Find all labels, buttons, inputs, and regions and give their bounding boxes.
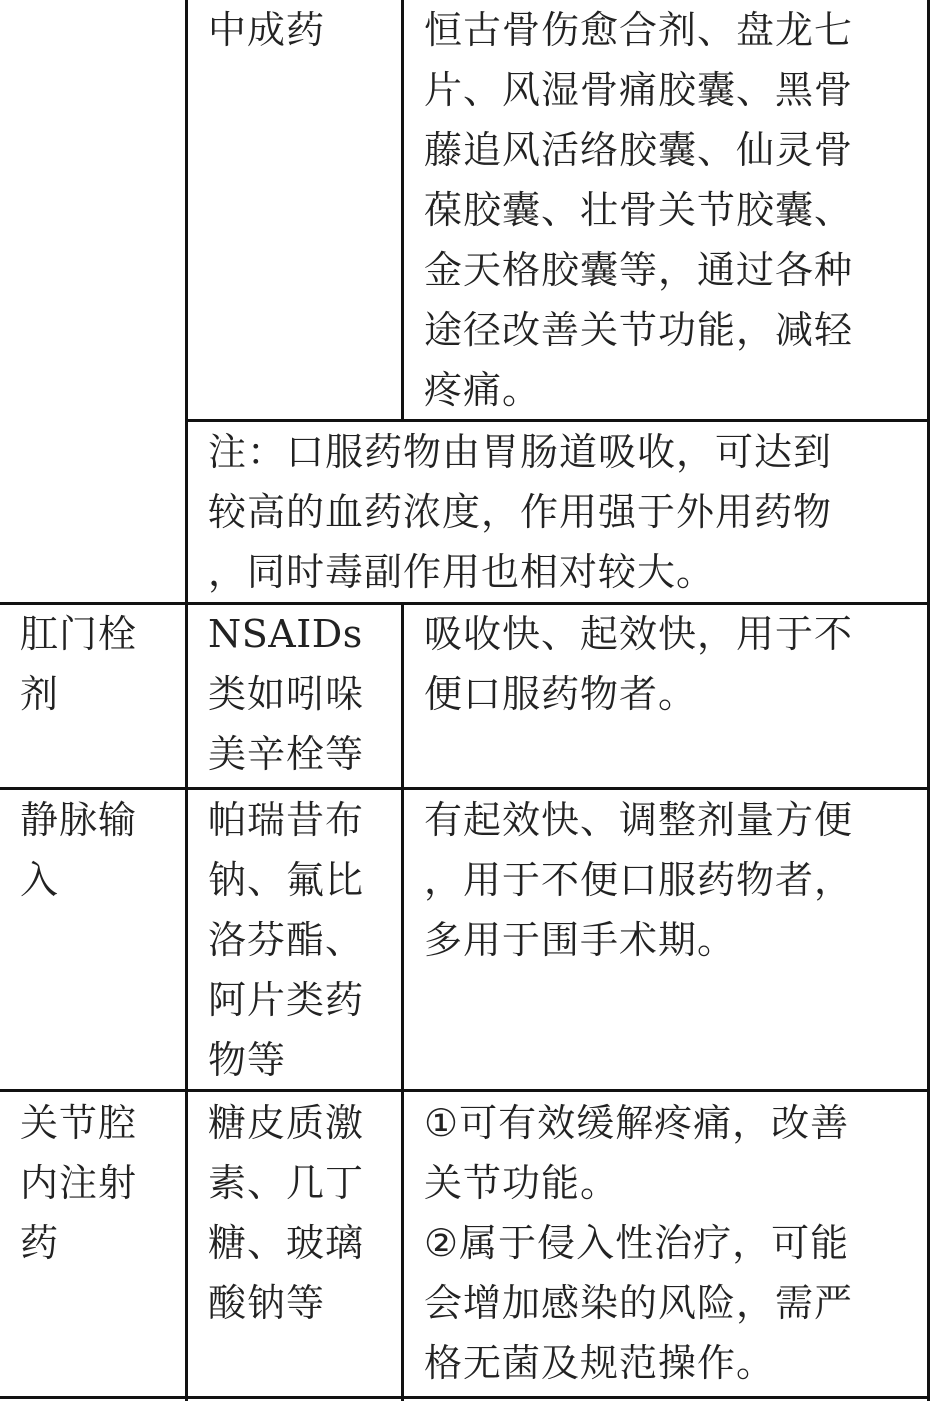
border-left-col2-top [401, 0, 404, 421]
row0-name: 中成药 [208, 8, 326, 52]
row3-name-cell [188, 790, 403, 1090]
row4-desc-line: 关节功能。 [424, 1161, 620, 1205]
row2-name-line: NSAIDs [208, 612, 363, 656]
row4-type-line: 关节腔 [20, 1101, 138, 1145]
row0-desc-line: 恒古骨伤愈合剂、盘龙七 [424, 8, 854, 52]
row4-name-line: 糖皮质激 [208, 1101, 365, 1145]
row3-name-line: 帕瑞昔布 [208, 798, 365, 842]
row4-type-line: 内注射 [20, 1161, 138, 1205]
row2-type-line: 肛门栓 [20, 612, 138, 656]
row4-name-line: 酸钠等 [208, 1281, 326, 1325]
row2-type-cell [0, 604, 186, 788]
row2-desc-cell [404, 604, 929, 788]
border-row2-bottom [0, 787, 930, 790]
row3-type-cell [0, 790, 186, 1090]
border-right [927, 0, 930, 1401]
row3-desc-line: 多用于围手术期。 [424, 918, 737, 962]
border-left-col1 [185, 0, 188, 1401]
row4-name-line: 素、几丁 [208, 1161, 365, 1205]
row4-desc-line: ②属于侵入性治疗，可能 [424, 1221, 850, 1265]
row3-type-line: 入 [20, 858, 60, 902]
row2-name-cell [188, 604, 403, 788]
row0-desc-line: 金天格胶囊等，通过各种 [424, 248, 854, 292]
row3-desc-line: ，用于不便口服药物者， [424, 858, 854, 902]
note-line: ，同时毒副作用也相对较大。 [208, 550, 716, 594]
oral-note-cell [188, 422, 929, 602]
row4-type-line: 药 [20, 1221, 60, 1265]
row4-desc-line: ①可有效缓解疼痛，改善 [424, 1101, 850, 1145]
row2-desc-line: 吸收快、起效快，用于不 [424, 612, 854, 656]
row3-name-line: 阿片类药 [208, 978, 365, 1022]
row2-name-line: 美辛栓等 [208, 732, 365, 776]
border-row1-bottom [0, 602, 930, 605]
row4-name-cell [188, 1093, 403, 1398]
row4-desc-cell [404, 1093, 929, 1398]
row0-desc-line: 藤追风活络胶囊、仙灵骨 [424, 128, 854, 172]
row4-desc-line: 会增加感染的风险，需严 [424, 1281, 854, 1325]
border-row3-bottom [0, 1089, 930, 1092]
row0-desc-cell [404, 0, 929, 420]
row0-desc-line: 疼痛。 [424, 368, 542, 412]
row0-desc-line: 片、风湿骨痛胶囊、黑骨 [424, 68, 854, 112]
row2-desc-line: 便口服药物者。 [424, 672, 698, 716]
row3-name-line: 物等 [208, 1038, 287, 1082]
row4-type-cell [0, 1093, 186, 1398]
row0-desc-line: 葆胶囊、壮骨关节胶囊、 [424, 188, 854, 232]
border-left-col2-bottom [401, 603, 404, 1401]
border-row0-bottom [185, 419, 930, 422]
border-table-bottom [0, 1396, 930, 1399]
row3-desc-line: 有起效快、调整剂量方便 [424, 798, 854, 842]
row3-desc-cell [404, 790, 929, 1090]
row4-name-line: 糖、玻璃 [208, 1221, 365, 1265]
row3-name-line: 钠、氟比 [208, 858, 365, 902]
row2-name-line: 类如吲哚 [208, 672, 365, 716]
note-line: 注：口服药物由胃肠道吸收，可达到 [208, 430, 833, 474]
row4-desc-line: 格无菌及规范操作。 [424, 1341, 776, 1385]
row0-desc-line: 途径改善关节功能，减轻 [424, 308, 854, 352]
row3-type-line: 静脉输 [20, 798, 138, 842]
note-line: 较高的血药浓度，作用强于外用药物 [208, 490, 833, 534]
row3-name-line: 洛芬酯、 [208, 918, 365, 962]
row0-name-cell [188, 0, 403, 420]
row2-type-line: 剂 [20, 672, 60, 716]
